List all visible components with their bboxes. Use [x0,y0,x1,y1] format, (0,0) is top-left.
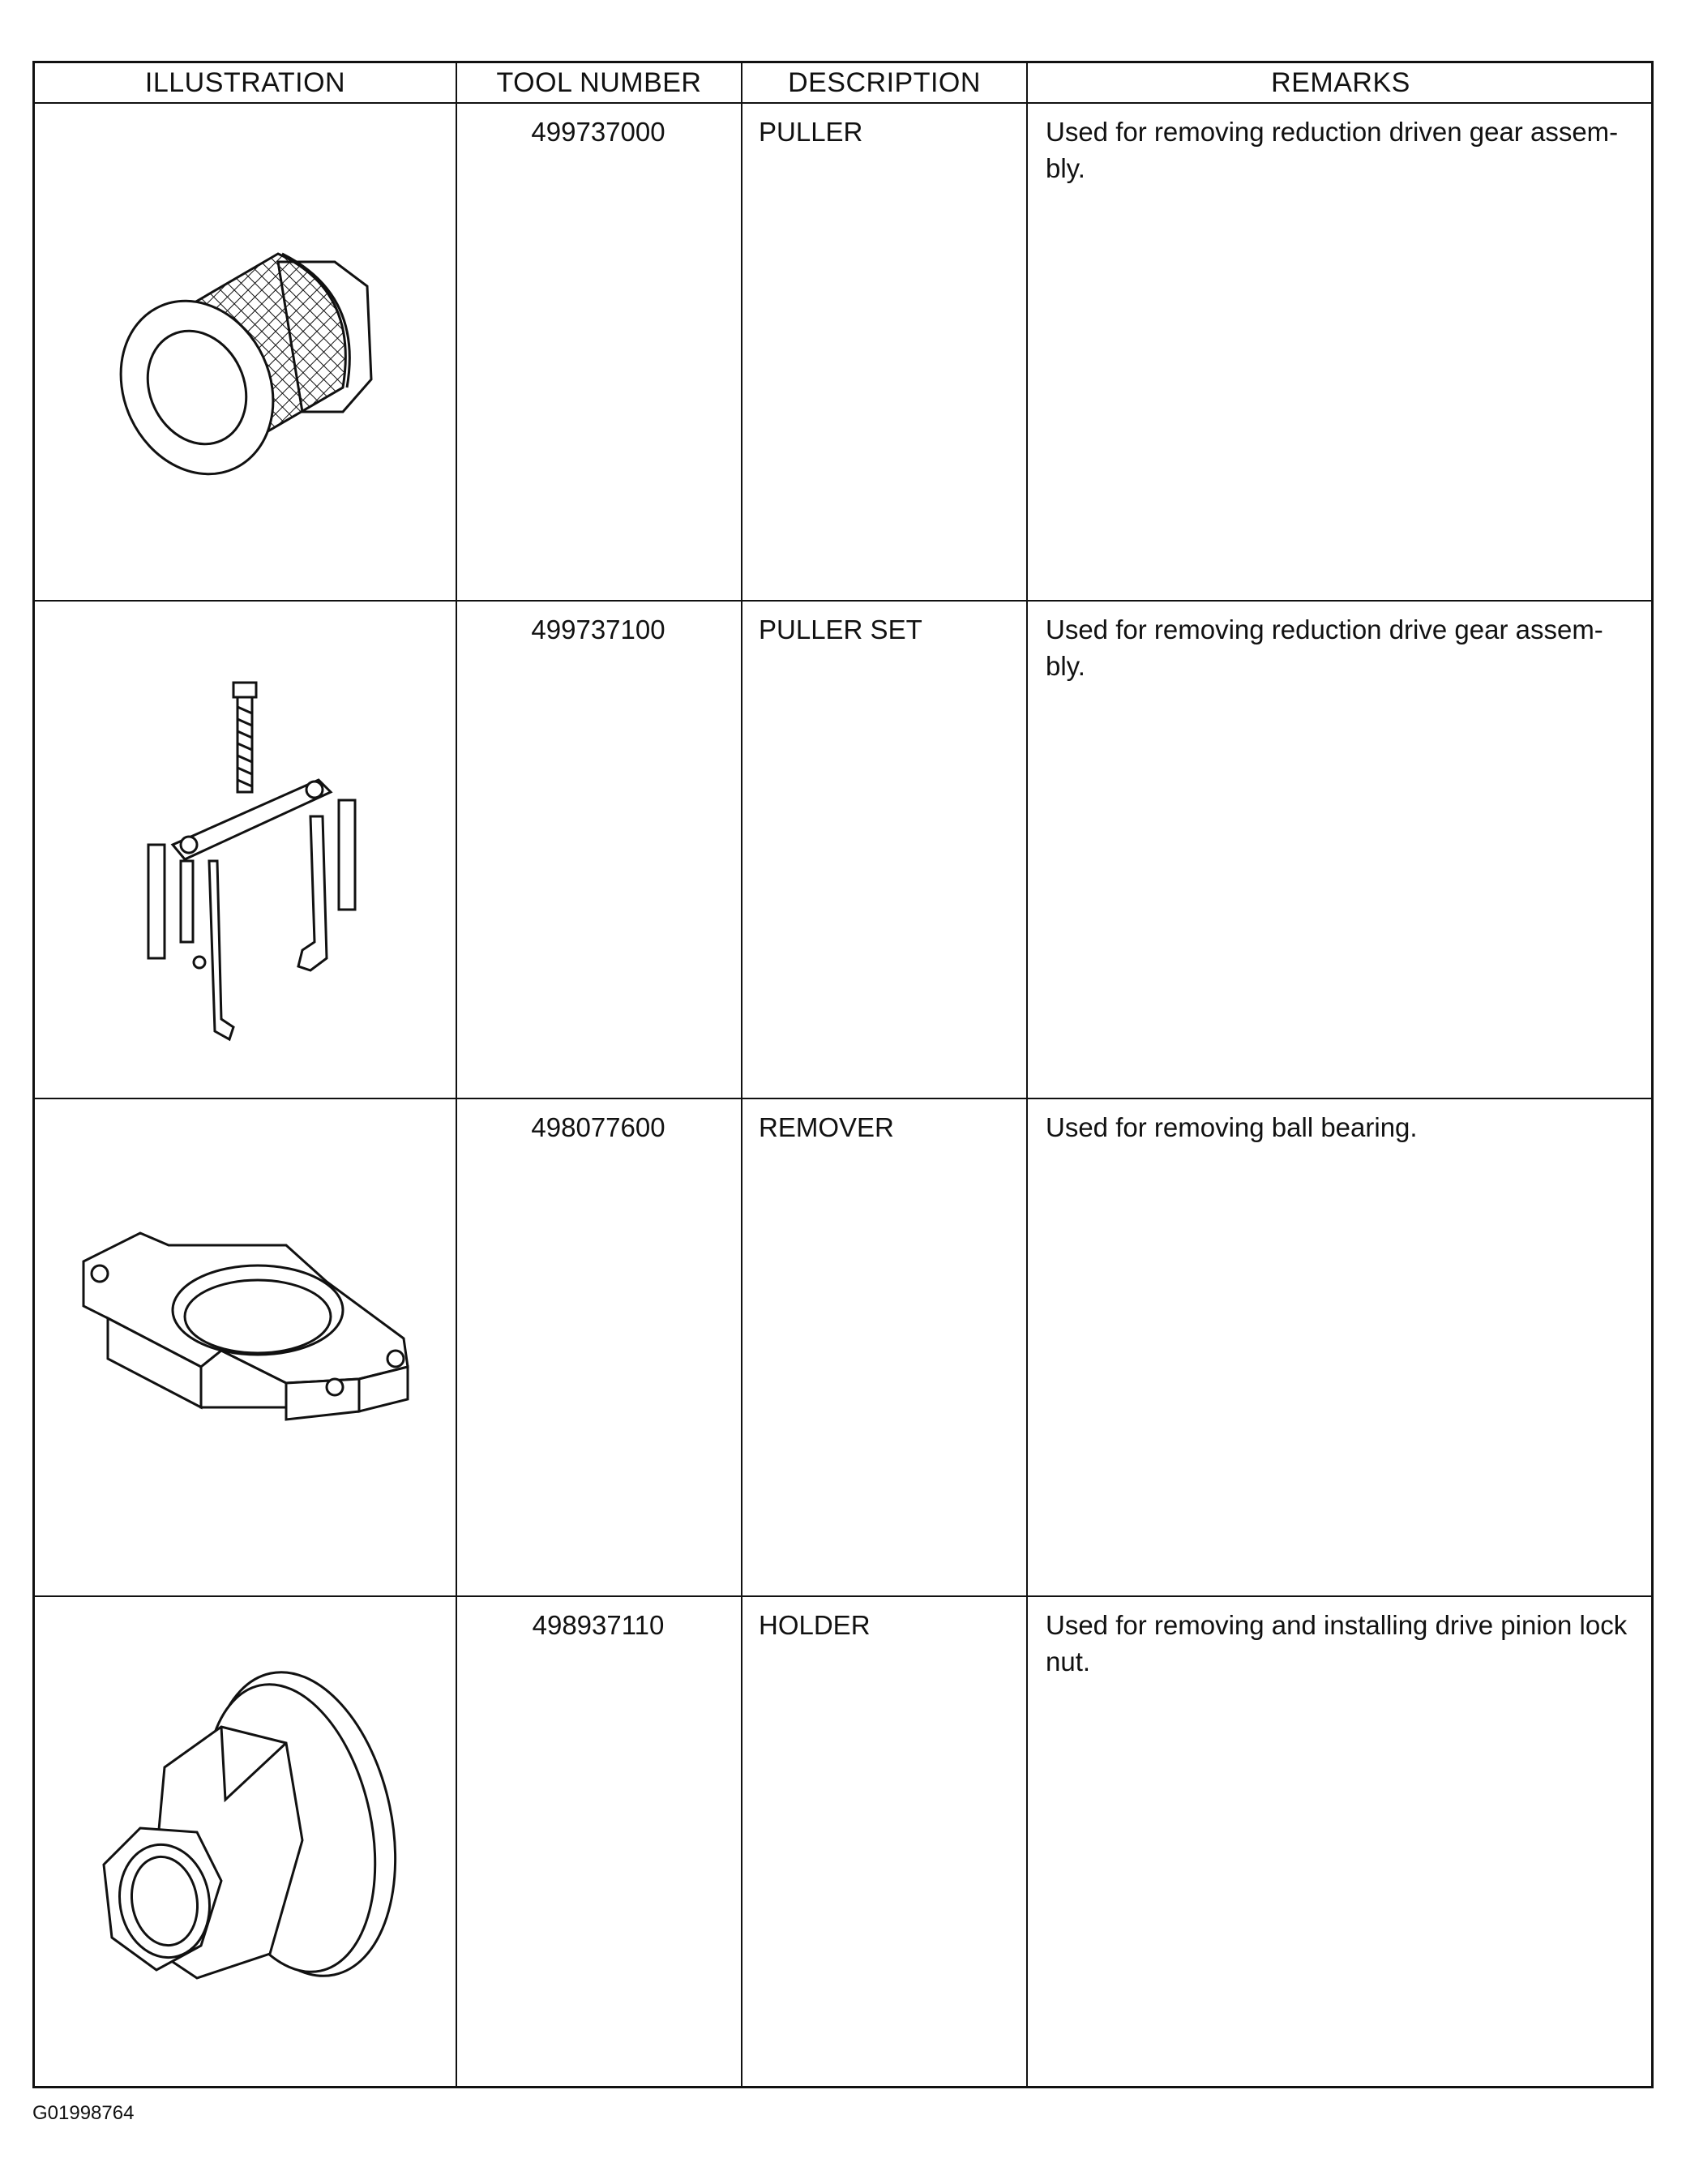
hex-holder-icon [35,1597,456,2087]
tool-number: 499737000 [531,117,665,147]
special-tools-table [32,61,1654,2088]
tool-remarks: Used for removing reduction drive gear assem-bly. [1046,615,1603,681]
tool-remarks: Used for removing and installing drive pinion lock nut. [1046,1610,1628,1677]
gear-puller-set-icon [35,602,456,1098]
table-row [35,104,1651,602]
figure-id: G01998764 [32,2102,135,2124]
header-remarks: REMARKS [1271,67,1410,98]
tool-remarks: Used for removing reduction driven gear assem-bly. [1046,117,1619,183]
header-tool-number: TOOL NUMBER [496,67,702,98]
tool-description: HOLDER [759,1610,871,1640]
illustration-cell [35,1597,456,2088]
tool-description: PULLER [759,117,863,147]
knurled-puller-icon [35,104,456,600]
tool-remarks: Used for removing ball bearing. [1046,1112,1418,1142]
tool-description: REMOVER [759,1112,894,1142]
illustration-cell [35,1099,456,1595]
table-row [35,1597,1651,2088]
tool-number: 499737100 [531,615,665,644]
tool-number: 498077600 [531,1112,665,1142]
bearing-remover-icon [35,1099,456,1595]
tool-description: PULLER SET [759,615,922,644]
header-description: DESCRIPTION [788,67,981,98]
tool-number: 498937110 [532,1610,665,1640]
illustration-cell [35,602,456,1098]
table-header [35,63,1651,104]
table-row [35,1099,1651,1597]
header-illustration: ILLUSTRATION [144,67,346,98]
illustration-cell [35,104,456,600]
table-row [35,602,1651,1099]
